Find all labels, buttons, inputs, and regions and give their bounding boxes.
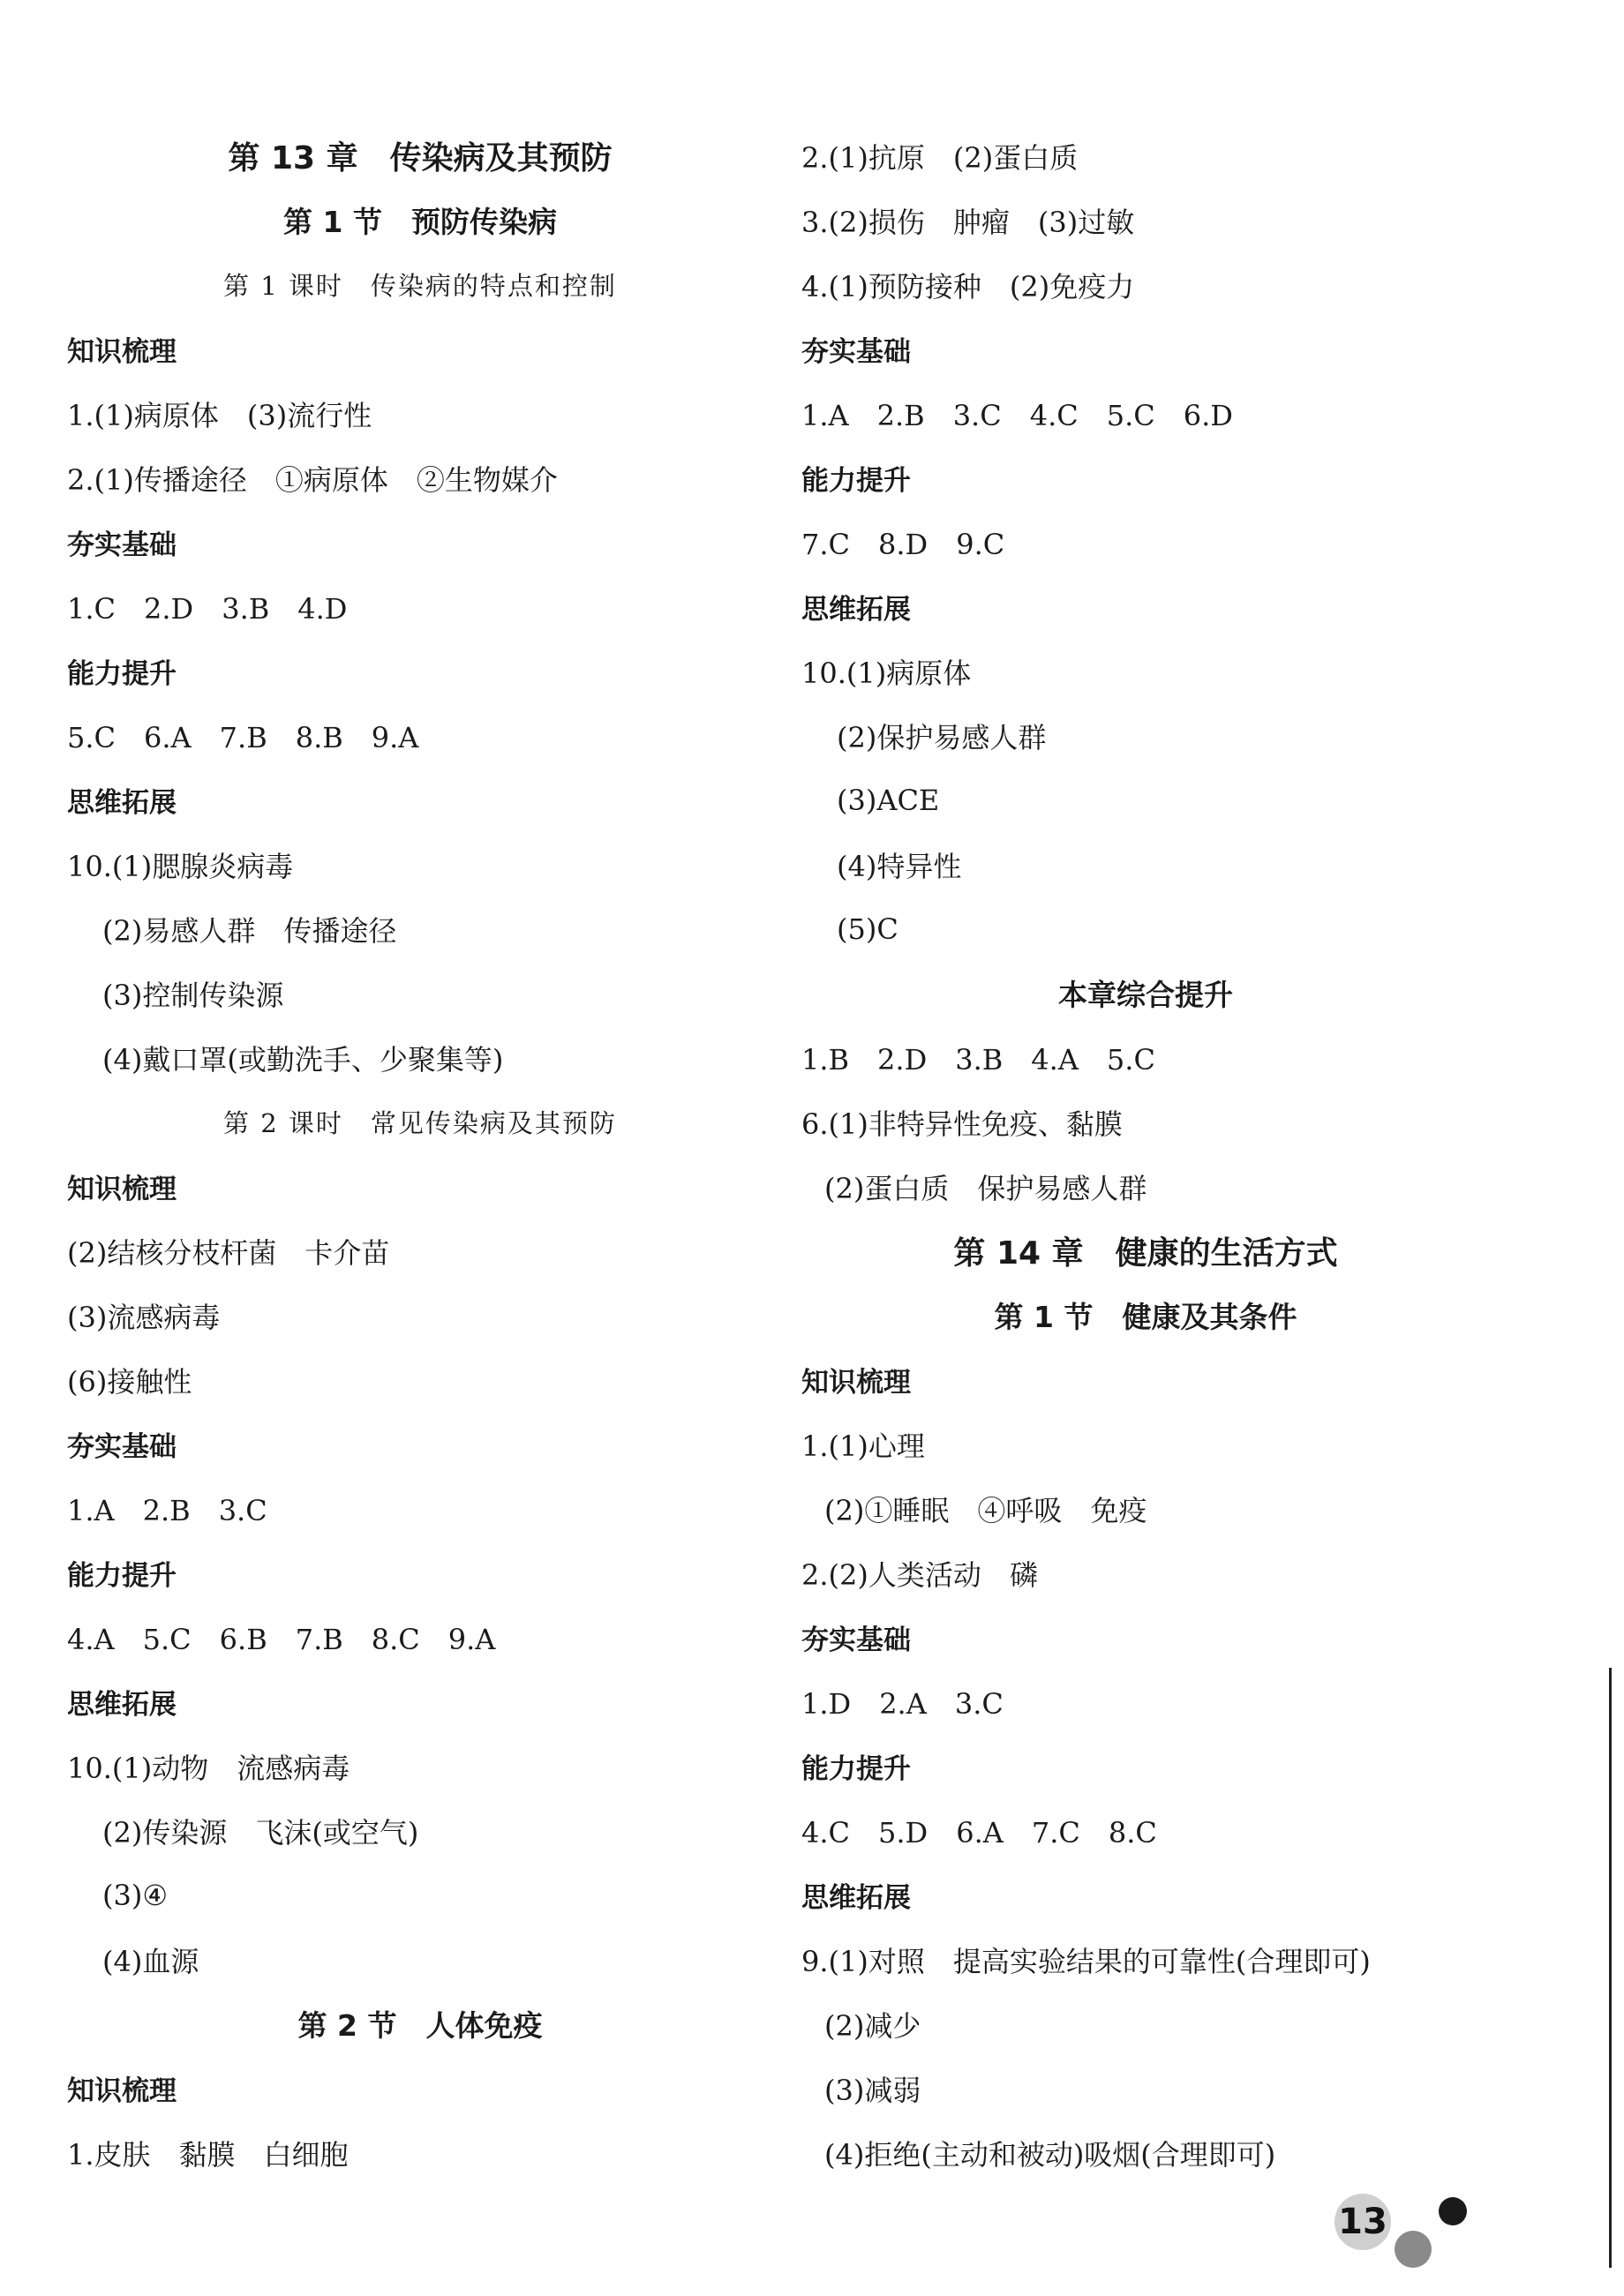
answer-subline: (4)血源 — [102, 1944, 199, 1978]
answer-line: 7.C 8.D 9.C — [801, 527, 1005, 561]
section-heading: 思维拓展 — [67, 787, 177, 819]
answer-line: 1.皮肤 黏膜 白细胞 — [67, 2137, 349, 2172]
section-heading: 能力提升 — [67, 658, 177, 690]
answer-line: 2.(2)人类活动 磷 — [801, 1557, 1038, 1592]
answer-line: 3.(2)损伤 肿瘤 (3)过敏 — [801, 205, 1135, 239]
answer-subline: (2)保护易感人群 — [837, 720, 1047, 754]
answer-subline: (4)特异性 — [837, 849, 962, 883]
answer-subline: (3)减弱 — [824, 2073, 921, 2107]
section-heading: 能力提升 — [801, 1753, 911, 1785]
answer-subline: (2)传染源 飞沫(或空气) — [102, 1815, 419, 1850]
section-heading: 知识梳理 — [67, 1174, 177, 1205]
chapter-title: 第 14 章 健康的生活方式 — [953, 1235, 1338, 1272]
answer-subline: (2)蛋白质 保护易感人群 — [824, 1171, 1147, 1205]
chapter-title: 第 13 章 传染病及其预防 — [228, 140, 613, 176]
lesson-title: 第 1 课时 传染病的特点和控制 — [223, 271, 617, 301]
answer-line: 10.(1)病原体 — [801, 656, 972, 690]
section-heading: 知识梳理 — [67, 2075, 177, 2107]
answer-line: 4.(1)预防接种 (2)免疫力 — [801, 269, 1135, 304]
section-heading: 能力提升 — [67, 1560, 177, 1592]
section-heading: 思维拓展 — [67, 1689, 177, 1721]
answer-line: 2.(1)传播途径 ①病原体 ②生物媒介 — [67, 462, 558, 497]
page-number-badge — [1335, 2194, 1391, 2250]
answer-line: 1.A 2.B 3.C 4.C 5.C 6.D — [801, 398, 1233, 432]
section-heading: 思维拓展 — [801, 594, 911, 626]
answer-line: 1.B 2.D 3.B 4.A 5.C — [801, 1042, 1155, 1077]
section-heading: 夯实基础 — [801, 336, 911, 368]
answer-line: 1.D 2.A 3.C — [801, 1686, 1004, 1721]
decorative-dot-gray — [1395, 2231, 1432, 2268]
answer-line: 4.A 5.C 6.B 7.B 8.C 9.A — [67, 1622, 496, 1656]
answer-subline: (2)①睡眠 ④呼吸 免疫 — [824, 1493, 1147, 1527]
answer-subline: (4)拒绝(主动和被动)吸烟(合理即可) — [824, 2137, 1276, 2172]
section-title: 第 2 节 人体免疫 — [297, 2008, 543, 2043]
answer-line: 6.(1)非特异性免疫、黏膜 — [801, 1107, 1123, 1141]
page-number: 13 — [1338, 2202, 1387, 2242]
answer-subline: (2)减少 — [824, 2008, 921, 2043]
answer-line: 1.(1)病原体 (3)流行性 — [67, 398, 372, 432]
section-heading: 夯实基础 — [67, 1431, 177, 1463]
answer-line: (2)结核分枝杆菌 卡介苗 — [67, 1235, 390, 1270]
answer-subline: (5)C — [837, 912, 898, 946]
answer-line: 9.(1)对照 提高实验结果的可靠性(合理即可) — [801, 1944, 1371, 1978]
answer-subline: (2)易感人群 传播途径 — [102, 913, 397, 948]
answer-line: 5.C 6.A 7.B 8.B 9.A — [67, 720, 419, 754]
decorative-dot-black — [1439, 2197, 1467, 2225]
answer-line: 2.(1)抗原 (2)蛋白质 — [801, 140, 1079, 175]
section-title: 第 1 节 健康及其条件 — [994, 1300, 1297, 1334]
answer-line: 1.A 2.B 3.C — [67, 1493, 267, 1527]
section-heading: 夯实基础 — [801, 1624, 911, 1656]
left-column — [67, 124, 773, 2185]
section-heading: 思维拓展 — [801, 1882, 911, 1914]
answer-subline: (4)戴口罩(或勤洗手、少聚集等) — [102, 1042, 504, 1077]
answer-line: 1.(1)心理 — [801, 1429, 925, 1463]
answer-line: (3)流感病毒 — [67, 1300, 221, 1334]
section-heading: 夯实基础 — [67, 529, 177, 561]
answer-line: 1.C 2.D 3.B 4.D — [67, 591, 348, 626]
answer-subline: (3)ACE — [837, 783, 940, 817]
answer-line: 4.C 5.D 6.A 7.C 8.C — [801, 1815, 1157, 1850]
right-column — [801, 124, 1490, 2185]
section-title: 本章综合提升 — [1058, 978, 1233, 1012]
section-heading: 能力提升 — [801, 465, 911, 497]
section-title: 第 1 节 预防传染病 — [283, 205, 557, 239]
answer-line: 10.(1)腮腺炎病毒 — [67, 849, 294, 883]
section-heading: 知识梳理 — [801, 1367, 911, 1399]
answer-subline: (3)④ — [102, 1878, 169, 1912]
section-heading: 知识梳理 — [67, 336, 177, 368]
answer-line: 10.(1)动物 流感病毒 — [67, 1751, 350, 1785]
page-edge-line — [1609, 1668, 1612, 2268]
lesson-title: 第 2 课时 常见传染病及其预防 — [223, 1108, 617, 1138]
answer-subline: (3)控制传染源 — [102, 978, 284, 1012]
answer-line: (6)接触性 — [67, 1364, 192, 1399]
